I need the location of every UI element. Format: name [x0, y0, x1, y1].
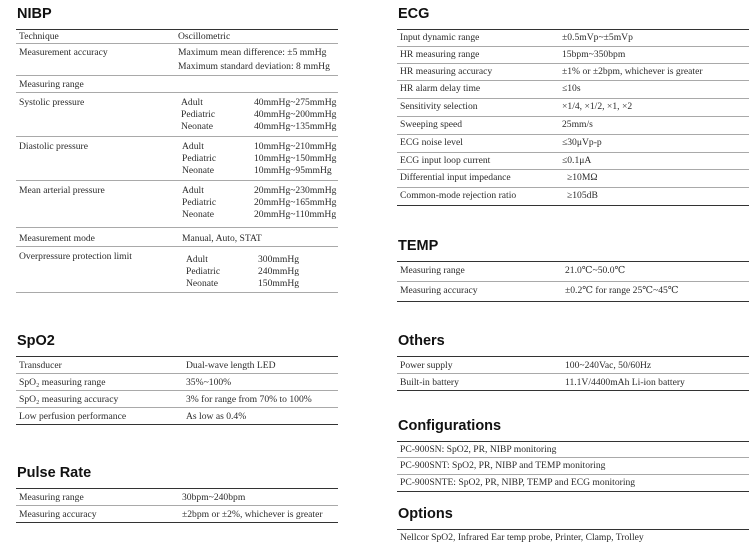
- row-value: 15bpm~350bpm: [562, 49, 626, 60]
- row-value: Manual, Auto, STAT: [182, 233, 262, 244]
- row-value: 100~240Vac, 50/60Hz: [565, 360, 652, 371]
- sub-label: Adult: [181, 97, 203, 108]
- row-value: 3% for range from 70% to 100%: [186, 394, 312, 405]
- ecg-row: [397, 47, 749, 64]
- ecg-row: [397, 135, 749, 153]
- row-label: HR measuring accuracy: [400, 66, 493, 77]
- configuration-row: [397, 442, 749, 458]
- ecg-row: [397, 170, 749, 188]
- row-label: Input dynamic range: [400, 32, 480, 43]
- row-label: Measuring accuracy: [400, 285, 478, 296]
- configuration-text: PC-900SNT: SpO2, PR, NIBP and TEMP monitoring: [400, 460, 606, 471]
- nibp-diastolic-row: [16, 137, 338, 181]
- nibp-mode-row: [16, 228, 338, 246]
- row-label: Measuring range: [19, 79, 84, 90]
- ecg-row: [397, 30, 749, 47]
- options-text: Nellcor SpO2, Infrared Ear temp probe, Printer, Clamp, Trolley: [400, 532, 644, 543]
- row-value: ×1/4, ×1/2, ×1, ×2: [562, 101, 633, 112]
- sub-value: 10mmHg~210mmHg: [254, 141, 337, 152]
- others-row: [397, 374, 749, 391]
- pulse-rate-section: [16, 465, 338, 523]
- nibp-systolic-row: [16, 93, 338, 137]
- row-label: SpO₂ measuring accuracy: [19, 394, 119, 405]
- row-value: 11.1V/4400mAh Li-ion battery: [565, 377, 685, 388]
- sub-value: 10mmHg~150mmHg: [254, 153, 337, 164]
- options-title: Options: [398, 506, 453, 522]
- row-value: ±0.5mVp~±5mVp: [562, 32, 633, 43]
- sub-value: 20mmHg~165mmHg: [254, 197, 337, 208]
- ecg-title: ECG: [398, 6, 430, 22]
- pulse-rate-row: [16, 489, 338, 506]
- temp-row: [397, 262, 749, 282]
- options-section: [397, 506, 749, 546]
- spo2-row: [16, 357, 338, 374]
- sub-value: 40mmHg~275mmHg: [254, 97, 337, 108]
- row-label: ECG input loop current: [400, 155, 491, 166]
- row-value: Maximum mean difference: ±5 mmHg: [178, 47, 327, 58]
- ecg-row: [397, 81, 749, 99]
- row-value: ≤10s: [562, 83, 581, 94]
- spo2-row: [16, 408, 338, 425]
- sub-value: 40mmHg~200mmHg: [254, 109, 337, 120]
- row-value: ≤30μVp-p: [562, 137, 602, 148]
- row-value: Maximum standard deviation: 8 mmHg: [178, 61, 330, 72]
- sub-value: 150mmHg: [258, 278, 300, 289]
- row-value: ≥105dB: [567, 190, 598, 201]
- ecg-row: [397, 117, 749, 135]
- sub-label: Neonate: [186, 278, 218, 289]
- nibp-section: [16, 6, 338, 293]
- sub-label: Pediatric: [182, 197, 217, 208]
- pulse-rate-title: Pulse Rate: [17, 465, 92, 481]
- spo2-row: [16, 374, 338, 391]
- row-label: Mean arterial pressure: [19, 185, 105, 196]
- row-label: Measurement accuracy: [19, 47, 108, 58]
- row-label: Measuring range: [400, 265, 465, 276]
- configurations-title: Configurations: [398, 418, 502, 434]
- row-value: 25mm/s: [562, 119, 593, 130]
- row-value: 30bpm~240bpm: [182, 492, 246, 503]
- sub-label: Neonate: [182, 209, 214, 220]
- temp-row: [397, 282, 749, 302]
- ecg-row: [397, 99, 749, 117]
- sub-label: Adult: [186, 254, 208, 265]
- sub-label: Pediatric: [181, 109, 216, 120]
- ecg-row: [397, 64, 749, 81]
- row-value: ±1% or ±2bpm, whichever is greater: [562, 66, 703, 77]
- configuration-row: [397, 458, 749, 475]
- others-section: [397, 333, 749, 391]
- ecg-row: [397, 188, 749, 206]
- sub-label: Adult: [182, 141, 204, 152]
- row-value: ±0.2℃ for range 25℃~45℃: [565, 285, 679, 296]
- nibp-title: NIBP: [17, 6, 52, 22]
- spo2-section: [16, 333, 338, 425]
- row-label: Transducer: [19, 360, 62, 371]
- row-value: ≤0.1μA: [562, 155, 592, 166]
- row-value: ±2bpm or ±2%, whichever is greater: [182, 509, 323, 520]
- nibp-overpressure-row: [16, 246, 338, 293]
- row-label: HR alarm delay time: [400, 83, 481, 94]
- sub-label: Pediatric: [186, 266, 221, 277]
- sub-value: 20mmHg~230mmHg: [254, 185, 337, 196]
- options-row: [397, 530, 749, 546]
- row-value: Oscillometric: [178, 31, 231, 42]
- sub-label: Pediatric: [182, 153, 217, 164]
- row-label: Technique: [19, 31, 59, 42]
- row-label: Measuring accuracy: [19, 509, 97, 520]
- nibp-accuracy-row: [16, 44, 338, 76]
- row-value: Dual-wave length LED: [186, 360, 276, 371]
- sub-value: 40mmHg~135mmHg: [254, 121, 337, 132]
- row-label: Systolic pressure: [19, 97, 85, 108]
- others-title: Others: [398, 333, 445, 349]
- spo2-title: SpO2: [17, 333, 55, 349]
- nibp-technique-row: [16, 30, 338, 44]
- row-label: Sensitivity selection: [400, 101, 478, 112]
- ecg-row: [397, 153, 749, 170]
- row-label: Differential input impedance: [400, 172, 511, 183]
- row-label: Sweeping speed: [400, 119, 463, 130]
- others-row: [397, 357, 749, 374]
- configurations-section: [397, 418, 749, 492]
- row-value: As low as 0.4%: [186, 411, 247, 422]
- row-label: Common-mode rejection ratio: [400, 190, 517, 201]
- configuration-text: PC-900SN: SpO2, PR, NIBP monitoring: [400, 444, 557, 455]
- configuration-row: [397, 475, 749, 492]
- row-label: Measuring range: [19, 492, 84, 503]
- spo2-row: [16, 391, 338, 408]
- row-value: ≥10MΩ: [567, 172, 598, 183]
- row-label: Overpressure protection limit: [19, 251, 132, 262]
- sub-value: 20mmHg~110mmHg: [254, 209, 337, 220]
- ecg-section: [397, 6, 749, 206]
- temp-title: TEMP: [398, 238, 439, 254]
- row-label: Measurement mode: [19, 233, 95, 244]
- row-value: 21.0℃~50.0℃: [565, 265, 626, 276]
- sub-value: 300mmHg: [258, 254, 300, 265]
- sub-value: 10mmHg~95mmHg: [254, 165, 332, 176]
- row-value: 35%~100%: [186, 377, 232, 388]
- nibp-measuring-range-row: [16, 76, 338, 93]
- sub-label: Adult: [182, 185, 204, 196]
- configuration-text: PC-900SNTE: SpO2, PR, NIBP, TEMP and ECG monitoring: [400, 477, 636, 488]
- sub-label: Neonate: [181, 121, 213, 132]
- row-label: Diastolic pressure: [19, 141, 89, 152]
- sub-label: Neonate: [182, 165, 214, 176]
- row-label: Low perfusion performance: [19, 411, 127, 422]
- row-label: SpO₂ measuring range: [19, 377, 106, 388]
- temp-section: [397, 238, 749, 302]
- pulse-rate-row: [16, 506, 338, 523]
- row-label: HR measuring range: [400, 49, 480, 60]
- sub-value: 240mmHg: [258, 266, 300, 277]
- row-label: Power supply: [400, 360, 453, 371]
- row-label: Built-in battery: [400, 377, 459, 388]
- nibp-mean-arterial-row: [16, 181, 338, 228]
- row-label: ECG noise level: [400, 137, 463, 148]
